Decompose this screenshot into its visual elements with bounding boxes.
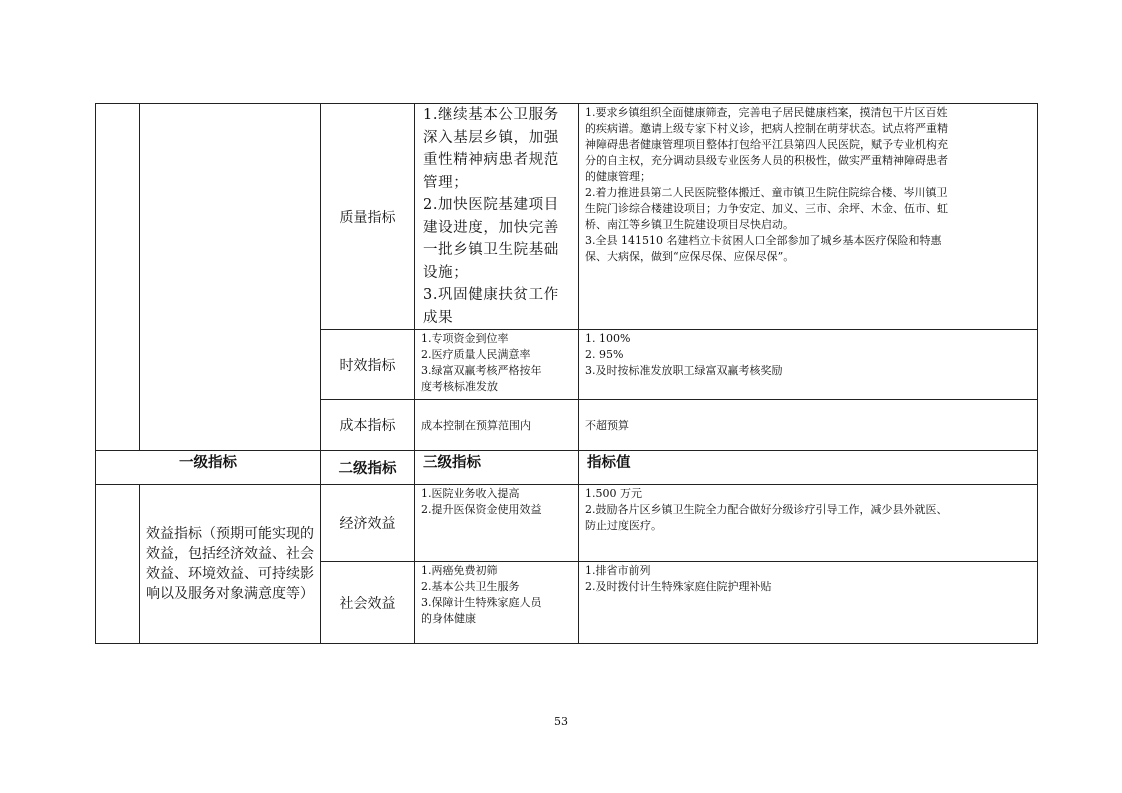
social-values-cell (579, 562, 1038, 644)
cost-indicator: 成本控制在预算范围内 (421, 418, 531, 432)
header-level2: 二级指标 (321, 451, 415, 485)
quality-value-line: 2.着力推进县第二人民医院整体搬迁、童市镇卫生院住院综合楼、岑川镇卫 (585, 186, 948, 199)
economic-value-line: 2.鼓励各片区乡镇卫生院全力配合做好分级诊疗引导工作，减少县外就医、 (585, 503, 948, 516)
quality-indicator-line: 重性精神病患者规范 (423, 152, 559, 168)
cost-value: 不超预算 (585, 418, 629, 432)
quality-indicator-line: 设施； (423, 264, 469, 281)
quality-value-line: 桥、南江等乡镇卫生院建设项目尽快启动。 (585, 218, 794, 231)
economic-value-line: 1.500 万元 (585, 487, 642, 500)
quality-values (579, 104, 1037, 265)
economic-indicator-line: 1.医院业务收入提高 (421, 487, 520, 500)
table-row-quality (96, 104, 1038, 330)
quality-label: 质量指标 (321, 104, 415, 330)
economic-values-cell (579, 485, 1038, 562)
cost-indicator-cell (415, 400, 579, 451)
quality-indicator-line: 3.巩固健康扶贫工作 (423, 287, 559, 303)
quality-value-line: 的健康管理； (585, 170, 651, 183)
timeliness-values-cell (579, 330, 1038, 400)
economic-value-line: 防止过度医疗。 (585, 519, 662, 532)
benefit-label-line: （预期可能实现的效益， (146, 526, 314, 562)
economic-indicator-line: 2.提升医保资金使用效益 (421, 503, 542, 516)
social-label: 社会效益 (321, 562, 415, 644)
header-level3: 三级指标 (415, 451, 579, 485)
blank-level1-cell (140, 104, 321, 451)
table-header-row (96, 451, 1038, 485)
blank-left-cell-2 (96, 485, 140, 644)
quality-indicator-line: 成果 (423, 309, 454, 326)
quality-indicator-line: 管理； (423, 174, 469, 191)
benefit-label-line: 效益指标 (146, 526, 202, 542)
timeliness-indicator-line: 度考核标准发放 (421, 380, 498, 393)
quality-value-line: 神障碍患者健康管理项目整体打包给平江县第四人民医院，赋予专业机构充 (585, 138, 948, 151)
blank-left-cell (96, 104, 140, 451)
social-indicator-line: 的身体健康 (421, 612, 476, 625)
performance-indicator-table (95, 103, 1038, 644)
quality-indicators-cell (415, 104, 579, 330)
quality-indicator-line: 2.加快医院基建项目 (423, 197, 559, 213)
timeliness-indicators (415, 330, 578, 395)
economic-indicators-cell (415, 485, 579, 562)
social-value-line: 1.排省市前列 (585, 564, 651, 577)
benefit-label-line: 包括经济效益、社会效益、 (146, 546, 314, 582)
quality-value-line: 分的自主权，充分调动县级专业医务人员的积极性，做实严重精神障碍患者 (585, 154, 948, 167)
economic-values (579, 485, 1037, 534)
quality-indicator-line: 深入基层乡镇，加强 (423, 129, 559, 146)
page-number: 53 (554, 715, 568, 728)
timeliness-indicator-line: 2.医疗质量人民满意率 (421, 348, 531, 361)
timeliness-value-line: 1. 100% (585, 332, 631, 345)
benefit-label-cell (140, 485, 321, 644)
timeliness-values (579, 330, 1037, 379)
quality-value-line: 1.要求乡镇组织全面健康筛查，完善电子居民健康档案，摸清包干片区百姓 (585, 106, 948, 119)
quality-indicator-line: 一批乡镇卫生院基础 (423, 242, 559, 258)
timeliness-value-line: 3.及时按标准发放职工绿富双赢考核奖励 (585, 364, 783, 377)
economic-indicators (415, 485, 578, 518)
social-indicator-line: 1.两癌免费初筛 (421, 564, 498, 577)
social-indicator-line: 3.保障计生特殊家庭人员 (421, 596, 542, 609)
cost-value-cell (579, 400, 1038, 451)
header-value: 指标值 (579, 451, 1038, 485)
quality-values-cell (579, 104, 1038, 330)
quality-value-line: 生院门诊综合楼建设项目；力争安定、加义、三市、余坪、木金、伍市、虹 (585, 202, 948, 215)
timeliness-value-line: 2. 95% (585, 348, 624, 361)
benefit-label-line: 及服务对象满意度等） (174, 586, 314, 602)
header-level1: 一级指标 (96, 451, 321, 485)
social-indicators-cell (415, 562, 579, 644)
cost-label: 成本指标 (321, 400, 415, 451)
timeliness-indicator-line: 3.绿富双赢考核严格按年 (421, 364, 542, 377)
timeliness-indicators-cell (415, 330, 579, 400)
social-values (579, 562, 1037, 595)
social-indicator-line: 2.基本公共卫生服务 (421, 580, 520, 593)
quality-indicator-line: 1.继续基本公卫服务 (423, 107, 559, 123)
quality-value-line: 的疾病谱。邀请上级专家下村义诊，把病人控制在萌芽状态。试点将严重精 (585, 122, 948, 135)
quality-value-line: 3.全县 141510 名建档立卡贫困人口全部参加了城乡基本医疗保险和特惠 (585, 234, 942, 247)
benefit-label-line: 环境效益、可持续影响以 (146, 566, 314, 602)
quality-value-line: 保、大病保，做到“应保尽保、应保尽保”。 (585, 250, 795, 263)
economic-label: 经济效益 (321, 485, 415, 562)
quality-indicators (415, 104, 578, 329)
timeliness-label: 时效指标 (321, 330, 415, 400)
timeliness-indicator-line: 1.专项资金到位率 (421, 332, 509, 345)
benefit-label (140, 524, 320, 604)
table-row-economic (96, 485, 1038, 562)
social-value-line: 2.及时拨付计生特殊家庭住院护理补贴 (585, 580, 772, 593)
social-indicators (415, 562, 578, 627)
quality-indicator-line: 建设进度，加快完善 (423, 219, 559, 236)
